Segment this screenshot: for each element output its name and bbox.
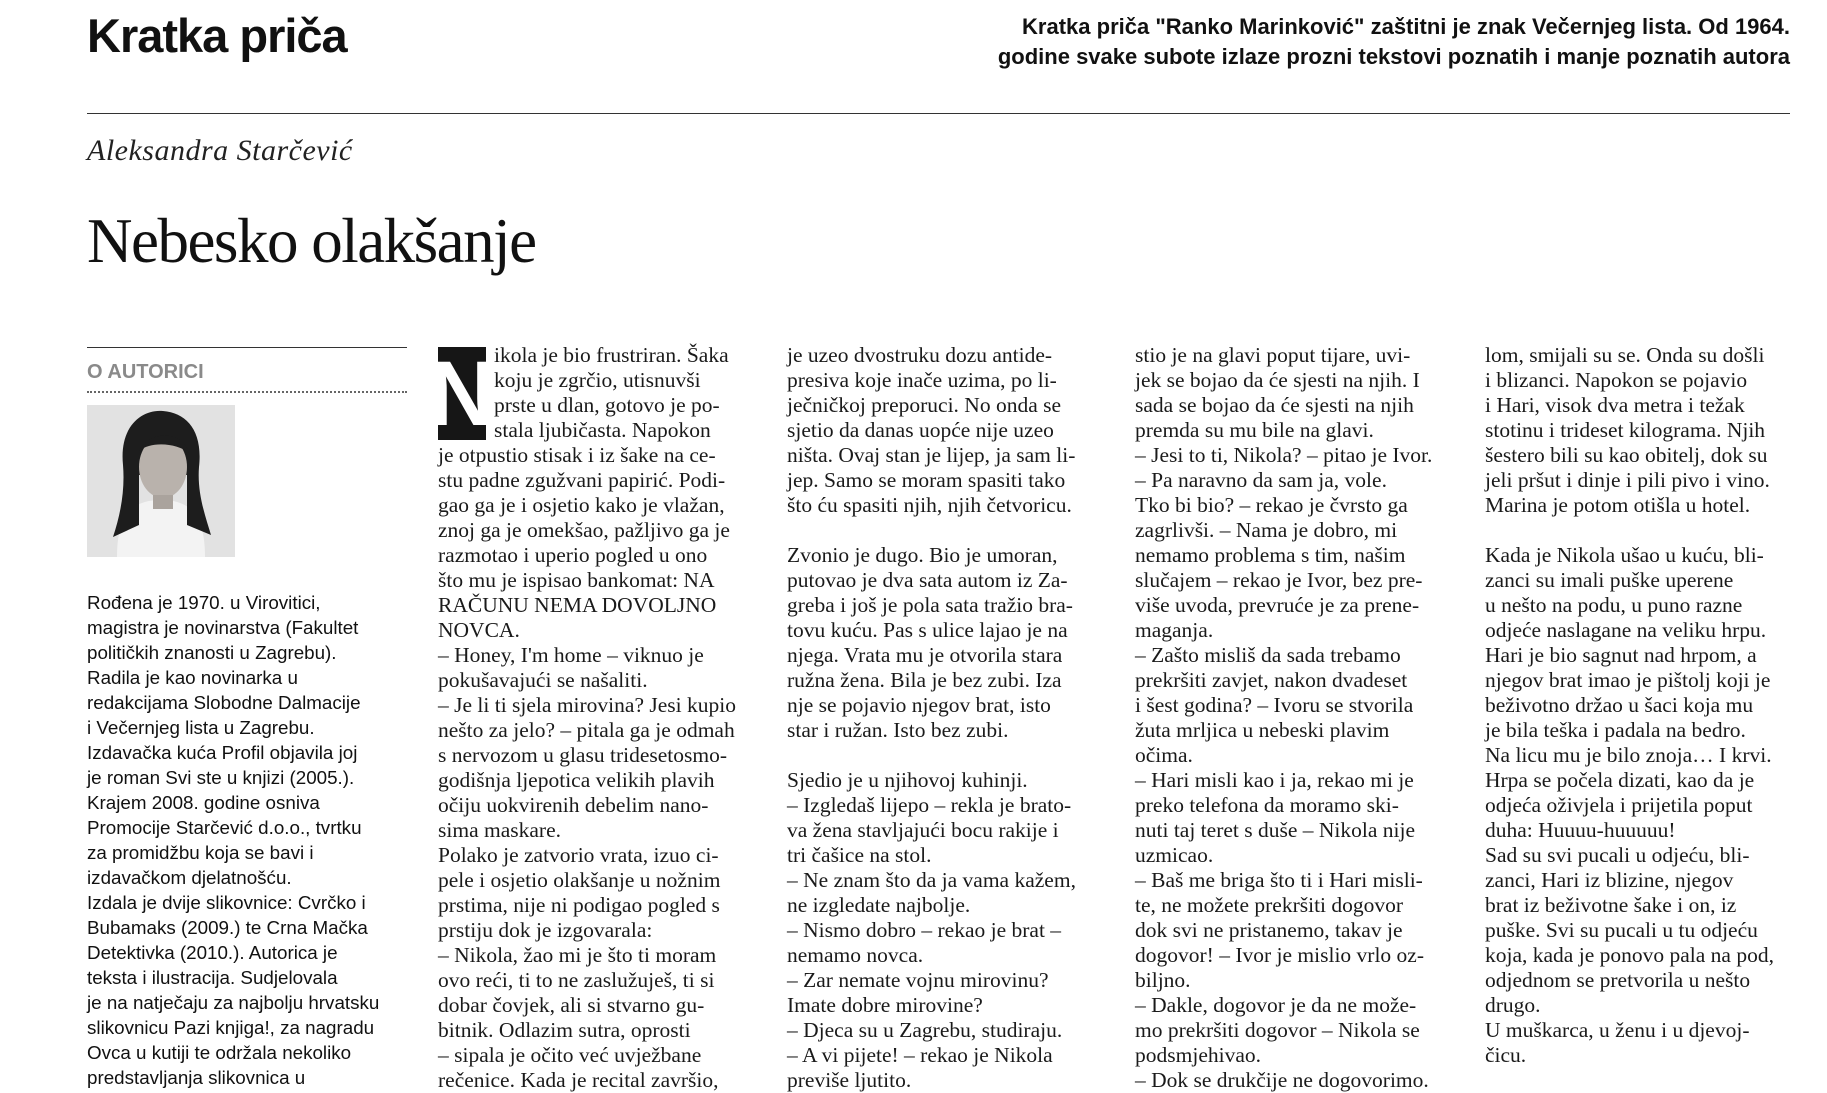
article-line: Marina je potom otišla u hotel.: [1485, 493, 1751, 517]
article-line: nuti taj teret s duše – Nikola nije: [1135, 818, 1416, 842]
article-line: Kada je Nikola ušao u kuću, bli-: [1485, 543, 1764, 567]
header-rule: [87, 113, 1790, 114]
text-column-1: [428, 342, 765, 1093]
article-line: putovao je dva sata autom iz Za-: [787, 568, 1068, 592]
article-line: je uzeo dvostruku dozu antide-: [787, 343, 1053, 367]
article-line: star i ružan. Isto bez zubi.: [787, 718, 1009, 742]
article-line: jek se bojao da će sjesti na njih. I: [1135, 368, 1420, 392]
article-line: odjeća oživjela i prijetila poput: [1485, 793, 1753, 817]
masthead-note: [890, 12, 1790, 72]
article-line: tovu kuću. Pas s ulice lajao je na: [787, 618, 1068, 642]
article-line: čicu.: [1485, 1043, 1527, 1067]
article-line: drugo.: [1485, 993, 1541, 1017]
article-line: dok svi ne pristanemo, takav je: [1135, 918, 1403, 942]
article-line: – Nismo dobro – rekao je brat –: [787, 918, 1062, 942]
article-line: – Dok se drukčije ne dogovorimo.: [1135, 1068, 1429, 1092]
author-photo: [87, 405, 235, 557]
article-line: ječničkoj preporuci. No onda se: [787, 393, 1062, 417]
bio-line: je roman Svi ste u knjizi (2005.).: [87, 767, 355, 788]
bio-line: redakcijama Slobodne Dalmacije: [87, 692, 361, 713]
bio-line: predstavljanja slikovnica u: [87, 1067, 306, 1088]
article-line: Polako je zatvorio vrata, izuo ci-: [438, 843, 719, 867]
article-line: ružna žena. Bila je bez zubi. Iza: [787, 668, 1062, 692]
article-line: sima maskare.: [438, 818, 561, 842]
article-line: i Hari, visok dva metra i težak: [1485, 393, 1745, 417]
article-line: je otpustio stisak i iz šake na ce-: [438, 443, 716, 467]
article-line: NOVCA.: [438, 618, 520, 642]
article-line: razmotao i uperio pogled u ono: [438, 543, 708, 567]
article-line: zanci, Hari iz blizine, njegov: [1485, 868, 1734, 892]
article-line: ikola je bio frustriran. Šaka: [494, 343, 729, 367]
article-line: – Hari misli kao i ja, rekao mi je: [1135, 768, 1414, 792]
article-line: podsmjehivao.: [1135, 1043, 1261, 1067]
article-line: stotinu i trideset kilograma. Njih: [1485, 418, 1766, 442]
bio-line: Radila je kao novinarka u: [87, 667, 298, 688]
article-line: Sad su svi pucali u odjeću, bli-: [1485, 843, 1750, 867]
article-line: s nervozom u glasu tridesetosmo-: [438, 743, 728, 767]
article-line: prstiju dok je izgovarala:: [438, 918, 653, 942]
article-line: – Nikola, žao mi je što ti moram: [438, 943, 717, 967]
article-line: prekršiti zavjet, nakon dvadeset: [1135, 668, 1408, 692]
article-line: puške. Svi su pucali u tu odjeću: [1485, 918, 1758, 942]
article-line: va žena stavljajući bocu rakije i: [787, 818, 1059, 842]
article-line: slučajem – rekao je Ivor, bez pre-: [1135, 568, 1423, 592]
article-line: što ću spasiti njih, njih četvoricu.: [787, 493, 1072, 517]
article-line: jeli pršut i dinje i pili pivo i vino.: [1485, 468, 1770, 492]
article-line: jep. Samo se moram spasiti tako: [787, 468, 1066, 492]
article-line: preko telefona da moramo ski-: [1135, 793, 1399, 817]
article-line: – sipala je očito već uvježbane: [438, 1043, 702, 1067]
article-line: njega. Vrata mu je otvorila stara: [787, 643, 1063, 667]
article-line: – Pa naravno da sam ja, vole.: [1135, 468, 1387, 492]
article-title: Nebesko olakšanje: [87, 206, 536, 276]
article-line: – Zašto misliš da sada trebamo: [1135, 643, 1401, 667]
sidebar-rule: [87, 347, 407, 348]
article-line: bitnik. Odlazim sutra, oprosti: [438, 1018, 691, 1042]
article-line: nešto za jelo? – pitala ga je odmah: [438, 718, 735, 742]
article-line: prstima, nije ni podigao pogled s: [438, 893, 720, 917]
article-line: RAČUNU NEMA DOVOLJNO: [438, 593, 717, 617]
article-line: očima.: [1135, 743, 1193, 767]
article-line: premda su mu bile na glavi.: [1135, 418, 1374, 442]
author-bio: [87, 590, 407, 1090]
author-portrait-image: [87, 405, 235, 557]
article-line: – Dakle, dogovor je da ne može-: [1135, 993, 1417, 1017]
article-line: i šest godina? – Ivoru se stvorila: [1135, 693, 1414, 717]
article-line: prste u dlan, gotovo je po-: [494, 393, 720, 417]
article-line: je bila teška i padala na bedro.: [1485, 718, 1746, 742]
masthead-note-line: godine svake subote izlaze prozni tekstovi poznatih i manje poznatih autora: [997, 44, 1790, 69]
article-line: uzmicao.: [1135, 843, 1214, 867]
article-author: Aleksandra Starčević: [87, 134, 353, 167]
bio-line: Detektivka (2010.). Autorica je: [87, 942, 338, 963]
article-line: u nešto na podu, u puno razne: [1485, 593, 1743, 617]
article-line: te, ne možete prekršiti dogovor: [1135, 893, 1404, 917]
article-line: – Baš me briga što ti i Hari misli-: [1135, 868, 1423, 892]
article-line: zanci su imali puške uperene: [1485, 568, 1734, 592]
article-line: Hari je bio sagnut nad hrpom, a: [1485, 643, 1757, 667]
article-line: – Jesi to ti, Nikola? – pitao je Ivor.: [1135, 443, 1433, 467]
article-line: Tko bi bio? – rekao je čvrsto ga: [1135, 493, 1408, 517]
article-line: očiju uokvirenih debelim nano-: [438, 793, 709, 817]
text-column-3: [1135, 343, 1462, 1093]
article-line: Zvonio je dugo. Bio je umoran,: [787, 543, 1058, 567]
article-line: nje se pojavio njegov brat, isto: [787, 693, 1051, 717]
text-column-4: [1485, 343, 1812, 1068]
article-line: maganja.: [1135, 618, 1214, 642]
article-line: stio je na glavi poput tijare, uvi-: [1135, 343, 1411, 367]
article-line: – Zar nemate vojnu mirovinu?: [787, 968, 1049, 992]
paragraph-gap: [787, 743, 1114, 768]
dropcap: N: [428, 342, 496, 445]
bio-line: izdavačkom djelatnošću.: [87, 867, 292, 888]
article-line: – Je li ti sjela mirovina? Jesi kupio: [438, 693, 736, 717]
article-line: Sjedio je u njihovoj kuhinji.: [787, 768, 1028, 792]
bio-line: političkih znanosti u Zagrebu).: [87, 642, 337, 663]
article-line: koja, kada je ponovo pala na pod,: [1485, 943, 1774, 967]
article-line: ovo reći, ti to ne zaslužuješ, ti si: [438, 968, 715, 992]
article-line: sjetio da danas uopće nije uzeo: [787, 418, 1054, 442]
article-line: odjednom se pretvorila u nešto: [1485, 968, 1751, 992]
bio-line: Izdavačka kuća Profil objavila joj: [87, 742, 358, 763]
paragraph-gap: [1485, 518, 1812, 543]
article-line: gao ga je i osjetio kako je vlažan,: [438, 493, 725, 517]
article-line: presiva koje inače uzima, po li-: [787, 368, 1057, 392]
article-line: dobar čovjek, ali si stvarno gu-: [438, 993, 705, 1017]
bio-line: je na natječaju za najbolju hrvatsku: [87, 992, 380, 1013]
article-line: brat iz beživotne šake i on, iz: [1485, 893, 1737, 917]
article-line: i blizanci. Napokon se pojavio: [1485, 368, 1748, 392]
article-line: šestero bili su kao obitelj, dok su: [1485, 443, 1768, 467]
article-line: – Ne znam što da ja vama kažem,: [787, 868, 1076, 892]
article-line: pokušavajući se našaliti.: [438, 668, 648, 692]
article-line: beživotno držao u šaci koja mu: [1485, 693, 1754, 717]
article-line: znoj ga je omekšao, pažljivo ga je: [438, 518, 730, 542]
bio-line: Bubamaks (2009.) te Crna Mačka: [87, 917, 368, 938]
article-line: greba i još je pola sata tražio bra-: [787, 593, 1073, 617]
article-line: godišnja ljepotica velikih plavih: [438, 768, 715, 792]
bio-line: i Večernjeg lista u Zagrebu.: [87, 717, 315, 738]
article-line: ništa. Ovaj stan je lijep, ja sam li-: [787, 443, 1076, 467]
bio-line: Ovca u kutiji te održala nekoliko: [87, 1042, 352, 1063]
article-line: Na licu mu je bilo znoja… I krvi.: [1485, 743, 1772, 767]
article-line: njegov brat imao je pištolj koji je: [1485, 668, 1771, 692]
article-line: više uvoda, prevruće je za prene-: [1135, 593, 1420, 617]
article-line: stala ljubičasta. Napokon: [494, 418, 711, 442]
article-line: dogovor! – Ivor je mislio vrlo oz-: [1135, 943, 1425, 967]
masthead-note-line: Kratka priča "Ranko Marinković" zaštitni je znak Večernjeg lista. Od 1964.: [1022, 14, 1790, 39]
article-line: – Djeca su u Zagrebu, studiraju.: [787, 1018, 1063, 1042]
bio-line: teksta i ilustracija. Sudjelovala: [87, 967, 338, 988]
article-line: mo prekršiti dogovor – Nikola se: [1135, 1018, 1420, 1042]
article-line: Hrpa se počela dizati, kao da je: [1485, 768, 1755, 792]
article-line: – Izgledaš lijepo – rekla je brato-: [787, 793, 1072, 817]
section-label: Kratka priča: [87, 9, 347, 62]
article-line: sada se bojao da će sjesti na njih: [1135, 393, 1414, 417]
bio-line: Izdala je dvije slikovnice: Cvrčko i: [87, 892, 366, 913]
article-line: zagrlivši. – Nama je dobro, mi: [1135, 518, 1398, 542]
paragraph-gap: [787, 518, 1114, 543]
bio-line: slikovnicu Pazi knjiga!, za nagradu: [87, 1017, 375, 1038]
article-line: stu padne zgužvani papirić. Podi-: [438, 468, 726, 492]
article-line: ne izgledate najbolje.: [787, 893, 971, 917]
article-line: odjeće naslagane na veliku hrpu.: [1485, 618, 1767, 642]
article-line: koju je zgrčio, utisnuvši: [494, 368, 701, 392]
article-line: tri čašice na stol.: [787, 843, 932, 867]
text-column-2: [787, 343, 1114, 1093]
bio-line: Rođena je 1970. u Virovitici,: [87, 592, 321, 613]
bio-line: Krajem 2008. godine osniva: [87, 792, 320, 813]
article-line: nemamo problema s tim, našim: [1135, 543, 1406, 567]
bio-line: magistra je novinarstva (Fakultet: [87, 617, 359, 638]
article-line: Imate dobre mirovine?: [787, 993, 983, 1017]
article-line: duha: Huuuu-huuuuu!: [1485, 818, 1676, 842]
article-line: previše ljutito.: [787, 1068, 912, 1092]
article-line: lom, smijali su se. Onda su došli: [1485, 343, 1765, 367]
article-line: što mu je ispisao bankomat: NA: [438, 568, 715, 592]
article-line: žuta mrljica u nebeski plavim: [1135, 718, 1390, 742]
sidebar-heading: O AUTORICI: [87, 361, 407, 393]
author-sidebar: [87, 347, 407, 1090]
article-line: rečenice. Kada je recital završio,: [438, 1068, 719, 1092]
bio-line: za promidžbu koja se bavi i: [87, 842, 314, 863]
article-line: nemamo novca.: [787, 943, 924, 967]
bio-line: Promocije Starčević d.o.o., tvrtku: [87, 817, 362, 838]
article-line: U muškarca, u ženu i u djevoj-: [1485, 1018, 1750, 1042]
article-line: biljno.: [1135, 968, 1191, 992]
article-line: pele i osjetio olakšanje u nožnim: [438, 868, 721, 892]
article-line: – A vi pijete! – rekao je Nikola: [787, 1043, 1053, 1067]
article-line: – Honey, I'm home – viknuo je: [438, 643, 704, 667]
